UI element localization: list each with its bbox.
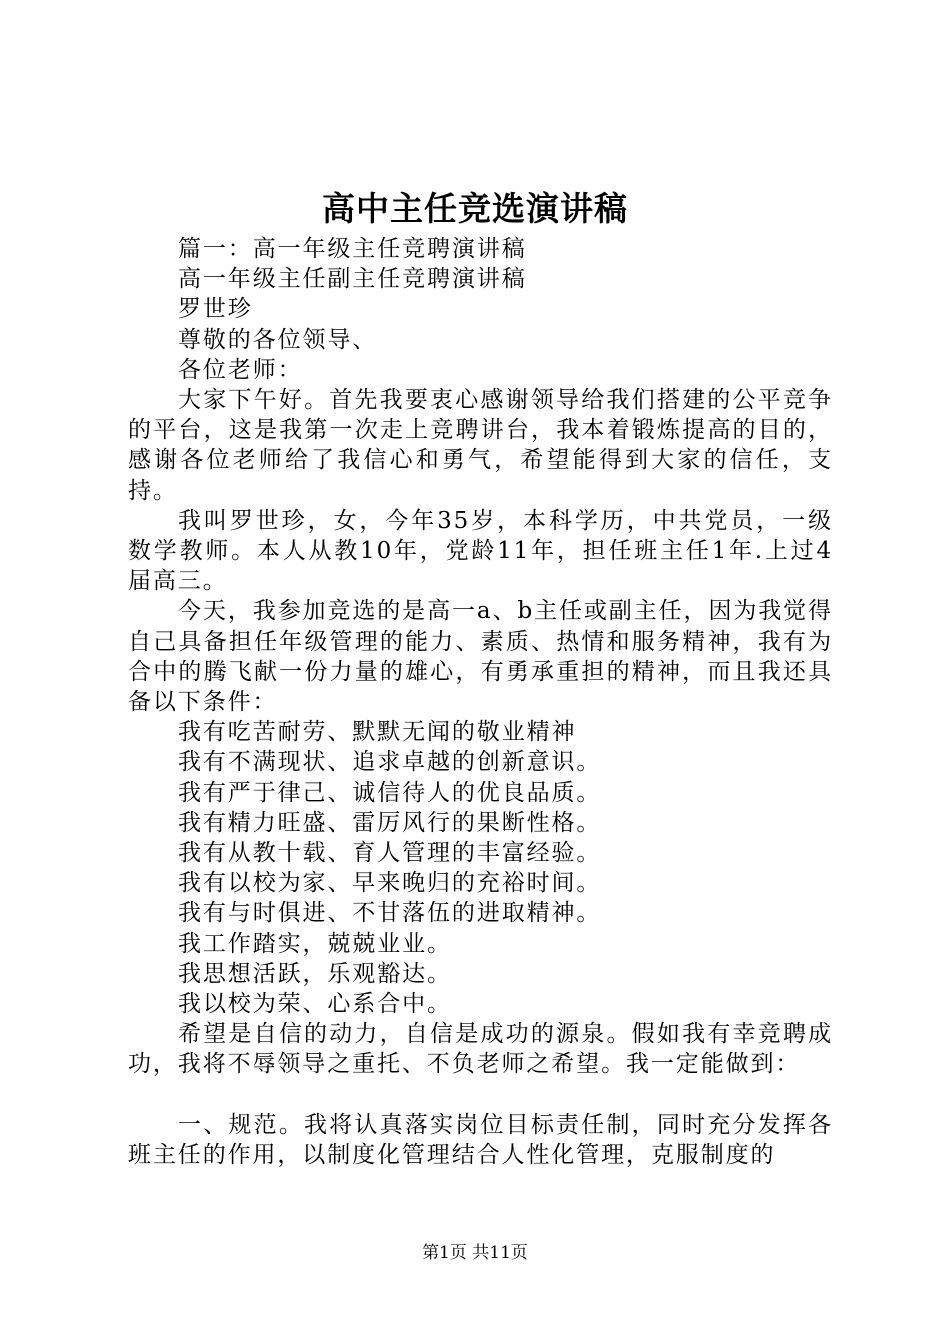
paragraph-self-intro: 我叫罗世珍，女，今年35岁，本科学历，中共党员，一级数学教师。本人从教10年，党龄11年，担任班主任1年.上过4届高三。 — [128, 507, 833, 595]
list-item-condition: 我工作踏实，兢兢业业。 — [178, 930, 452, 957]
paragraph-subtitle: 高一年级主任副主任竞聘演讲稿 — [178, 266, 527, 293]
paragraph-section-heading: 篇一：高一年级主任竞聘演讲稿 — [178, 236, 527, 262]
list-item-condition: 我思想活跃，乐观豁达。 — [178, 960, 452, 987]
paragraph-author: 罗世珍 — [178, 296, 253, 323]
paragraph-candidacy: 今天，我参加竞选的是高一a、b主任或副主任，因为我觉得自己具备担任年级管理的能力、素质、热情和服务精神，我有为合中的腾飞献一份力量的雄心，有勇承重担的精神，而且我还具备以下条件： — [128, 598, 833, 716]
list-item-condition: 我有与时俱进、不甘落伍的进取精神。 — [178, 900, 602, 927]
list-item-condition: 我有以校为家、早来晚归的充裕时间。 — [178, 870, 602, 897]
page-footer: 第1页 共11页 — [422, 1243, 528, 1263]
paragraph-salutation-2: 各位老师： — [178, 356, 303, 383]
document-title: 高中主任竞选演讲稿 — [322, 189, 628, 228]
list-item-condition: 我有吃苦耐劳、默默无闻的敬业精神 — [178, 719, 577, 746]
list-item-condition: 我有从教十载、育人管理的丰富经验。 — [178, 840, 602, 867]
paragraph-hope: 希望是自信的动力，自信是成功的源泉。假如我有幸竞聘成功，我将不辱领导之重托、不负老师之希望。我一定能做到： — [128, 1021, 833, 1078]
paragraph-greeting: 大家下午好。首先我要衷心感谢领导给我们搭建的公平竞争的平台，这是我第一次走上竞聘讲台，我本着锻炼提高的目的，感谢各位老师给了我信心和勇气，希望能得到大家的信任，支持。 — [128, 387, 833, 504]
paragraph-point-one: 一、规范。我将认真落实岗位目标责任制，同时充分发挥各班主任的作用，以制度化管理结合人性化管理，克服制度的 — [128, 1111, 833, 1168]
list-item-condition: 我以校为荣、心系合中。 — [178, 991, 452, 1018]
list-item-condition: 我有不满现状、追求卓越的创新意识。 — [178, 749, 602, 776]
list-item-condition: 我有精力旺盛、雷厉风行的果断性格。 — [178, 809, 602, 836]
paragraph-spacer — [128, 1080, 833, 1110]
paragraph-salutation-1: 尊敬的各位领导、 — [178, 326, 378, 353]
list-item-condition: 我有严于律己、诚信待人的优良品质。 — [178, 779, 602, 806]
document-body — [128, 234, 833, 1170]
